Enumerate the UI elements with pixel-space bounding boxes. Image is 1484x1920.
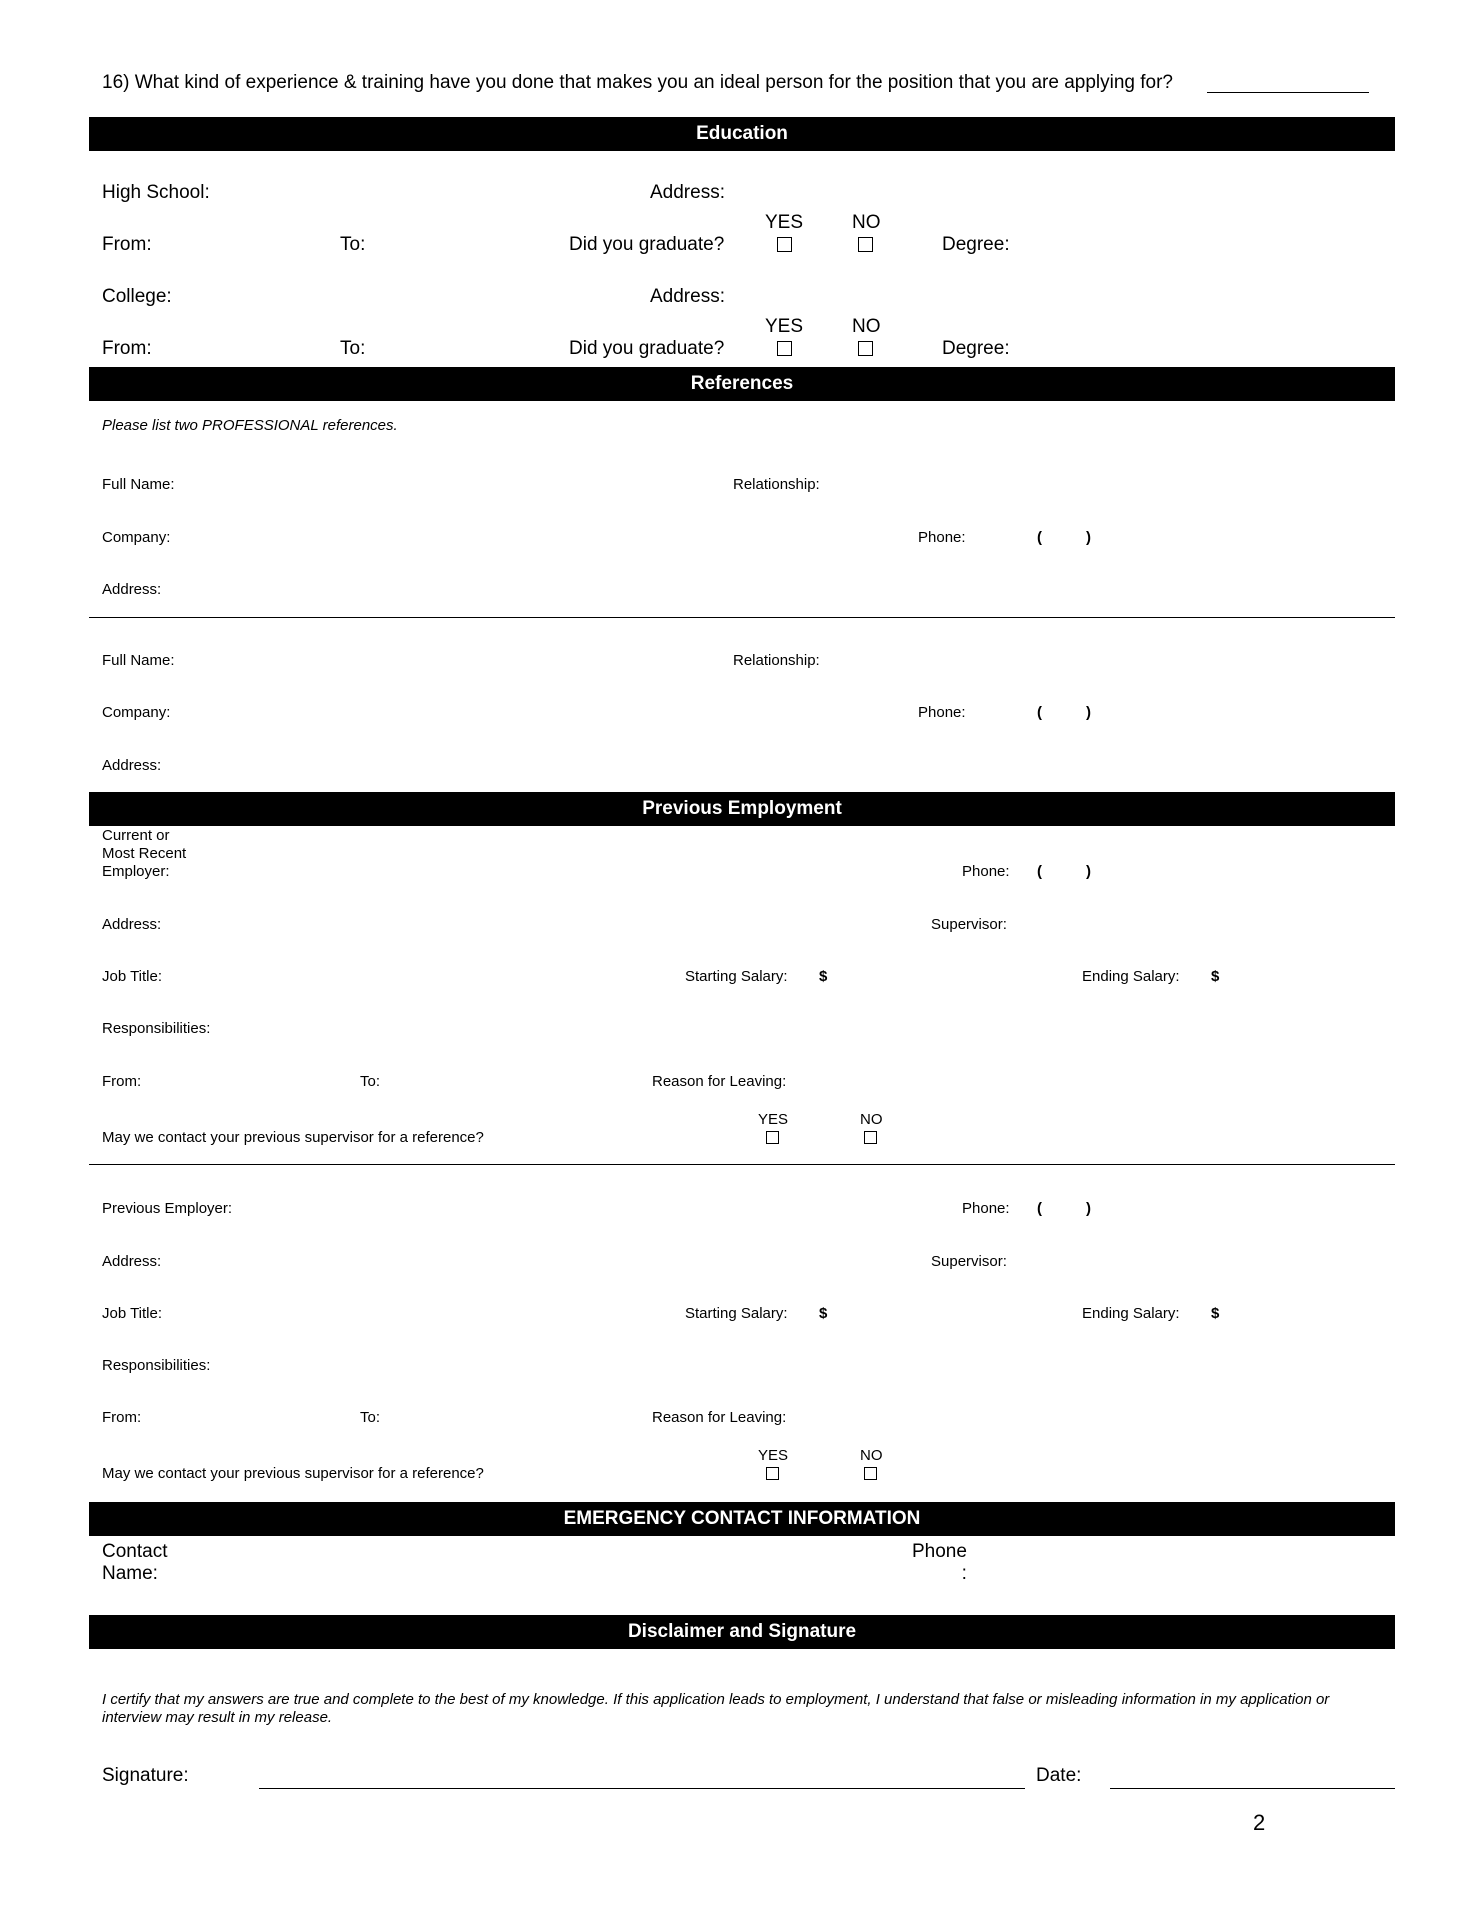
hs-from-label: From: bbox=[102, 234, 152, 255]
signature-label: Signature: bbox=[102, 1765, 189, 1786]
ref1-relationship-label: Relationship: bbox=[733, 476, 820, 493]
emp2-supervisor-label: Supervisor: bbox=[931, 1253, 1007, 1270]
emp1-reason-label: Reason for Leaving: bbox=[652, 1073, 787, 1090]
emp2-paren-close: ) bbox=[1086, 1200, 1091, 1217]
emp1-starting-salary-label: Starting Salary: bbox=[685, 968, 788, 985]
emp2-starting-salary-label: Starting Salary: bbox=[685, 1305, 788, 1322]
hs-graduate-label: Did you graduate? bbox=[569, 234, 725, 255]
emp2-yes-label: YES bbox=[758, 1447, 789, 1464]
emp1-yes-label: YES bbox=[758, 1111, 789, 1128]
ref1-phone-label: Phone: bbox=[918, 529, 966, 546]
current-employer-label-line3: Employer: bbox=[102, 863, 170, 880]
emergency-contact-label-line2: Name: bbox=[102, 1563, 158, 1584]
emp1-no-label: NO bbox=[860, 1111, 883, 1128]
ref1-paren-open: ( bbox=[1037, 529, 1042, 546]
emp2-phone-label: Phone: bbox=[962, 1200, 1010, 1217]
references-instruction: Please list two PROFESSIONAL references. bbox=[102, 417, 398, 434]
date-line[interactable] bbox=[1110, 1788, 1395, 1789]
employment-divider bbox=[89, 1164, 1395, 1165]
emp1-phone-label: Phone: bbox=[962, 863, 1010, 880]
college-no-checkbox[interactable] bbox=[858, 341, 873, 356]
college-to-label: To: bbox=[340, 338, 366, 359]
emp2-contact-question: May we contact your previous supervisor for a reference? bbox=[102, 1465, 484, 1482]
emergency-contact-label-line1: Contact bbox=[102, 1541, 168, 1562]
emp1-address-label: Address: bbox=[102, 916, 162, 933]
current-employer-label bbox=[102, 827, 186, 881]
hs-yes-checkbox[interactable] bbox=[777, 237, 792, 252]
emergency-phone-label-line2: : bbox=[961, 1563, 967, 1584]
current-employer-label-line1: Current or bbox=[102, 827, 170, 844]
emp1-to-label: To: bbox=[360, 1073, 381, 1090]
emp2-from-label: From: bbox=[102, 1409, 142, 1426]
ref1-company-label: Company: bbox=[102, 529, 171, 546]
emp1-supervisor-label: Supervisor: bbox=[931, 916, 1007, 933]
question-16-answer-line[interactable] bbox=[1207, 92, 1369, 93]
college-from-label: From: bbox=[102, 338, 152, 359]
ref1-paren-close: ) bbox=[1086, 529, 1091, 546]
emp1-contact-question: May we contact your previous supervisor for a reference? bbox=[102, 1129, 484, 1146]
college-address-label: Address: bbox=[650, 286, 725, 307]
references-divider bbox=[89, 617, 1395, 618]
emp2-contact-yes-checkbox[interactable] bbox=[766, 1467, 779, 1480]
hs-no-label: NO bbox=[852, 212, 881, 233]
emp2-reason-label: Reason for Leaving: bbox=[652, 1409, 787, 1426]
college-yes-checkbox[interactable] bbox=[777, 341, 792, 356]
previous-employer-label: Previous Employer: bbox=[102, 1200, 233, 1217]
college-degree-label: Degree: bbox=[942, 338, 1010, 359]
emp1-paren-close: ) bbox=[1086, 863, 1091, 880]
emp1-ending-salary-label: Ending Salary: bbox=[1082, 968, 1180, 985]
emp2-ending-salary-label: Ending Salary: bbox=[1082, 1305, 1180, 1322]
emp2-job-title-label: Job Title: bbox=[102, 1305, 163, 1322]
emp1-starting-dollar: $ bbox=[819, 968, 828, 985]
emp2-paren-open: ( bbox=[1037, 1200, 1042, 1217]
disclaimer-header: Disclaimer and Signature bbox=[89, 1615, 1395, 1649]
emergency-header: EMERGENCY CONTACT INFORMATION bbox=[89, 1502, 1395, 1536]
disclaimer-text: I certify that my answers are true and complete to the best of my knowledge. If this application leads to employment, I understand that false or misleading information in my application or interview may result in my release. bbox=[102, 1691, 1330, 1726]
emp2-no-label: NO bbox=[860, 1447, 883, 1464]
emp2-starting-dollar: $ bbox=[819, 1305, 828, 1322]
college-no-label: NO bbox=[852, 316, 881, 337]
ref2-full-name-label: Full Name: bbox=[102, 652, 175, 669]
emp1-paren-open: ( bbox=[1037, 863, 1042, 880]
ref2-paren-close: ) bbox=[1086, 704, 1091, 721]
hs-to-label: To: bbox=[340, 234, 366, 255]
emergency-contact-name-label bbox=[102, 1541, 167, 1585]
college-label: College: bbox=[102, 286, 172, 307]
hs-degree-label: Degree: bbox=[942, 234, 1010, 255]
emp2-ending-dollar: $ bbox=[1211, 1305, 1220, 1322]
page-number: 2 bbox=[1253, 1810, 1266, 1835]
high-school-label: High School: bbox=[102, 182, 210, 203]
education-header: Education bbox=[89, 117, 1395, 151]
ref1-full-name-label: Full Name: bbox=[102, 476, 175, 493]
employment-header: Previous Employment bbox=[89, 792, 1395, 826]
emp2-contact-no-checkbox[interactable] bbox=[864, 1467, 877, 1480]
high-school-address-label: Address: bbox=[650, 182, 725, 203]
college-yes-label: YES bbox=[765, 316, 804, 337]
emp2-responsibilities-label: Responsibilities: bbox=[102, 1357, 211, 1374]
emp1-job-title-label: Job Title: bbox=[102, 968, 163, 985]
question-16: 16) What kind of experience & training have you done that makes you an ideal person for the position that you are applying for? bbox=[102, 72, 1173, 93]
emp1-ending-dollar: $ bbox=[1211, 968, 1220, 985]
ref2-phone-label: Phone: bbox=[918, 704, 966, 721]
signature-line[interactable] bbox=[259, 1788, 1025, 1789]
ref2-address-label: Address: bbox=[102, 757, 162, 774]
emp1-contact-no-checkbox[interactable] bbox=[864, 1131, 877, 1144]
college-graduate-label: Did you graduate? bbox=[569, 338, 725, 359]
ref1-address-label: Address: bbox=[102, 581, 162, 598]
ref2-paren-open: ( bbox=[1037, 704, 1042, 721]
emergency-phone-label bbox=[912, 1541, 967, 1585]
current-employer-label-line2: Most Recent bbox=[102, 845, 187, 862]
references-header: References bbox=[89, 367, 1395, 401]
emp2-address-label: Address: bbox=[102, 1253, 162, 1270]
emergency-phone-label-line1: Phone bbox=[912, 1541, 967, 1562]
hs-yes-label: YES bbox=[765, 212, 804, 233]
ref2-company-label: Company: bbox=[102, 704, 171, 721]
date-label: Date: bbox=[1036, 1765, 1082, 1786]
emp1-contact-yes-checkbox[interactable] bbox=[766, 1131, 779, 1144]
emp2-to-label: To: bbox=[360, 1409, 381, 1426]
emp1-responsibilities-label: Responsibilities: bbox=[102, 1020, 211, 1037]
ref2-relationship-label: Relationship: bbox=[733, 652, 820, 669]
hs-no-checkbox[interactable] bbox=[858, 237, 873, 252]
emp1-from-label: From: bbox=[102, 1073, 142, 1090]
